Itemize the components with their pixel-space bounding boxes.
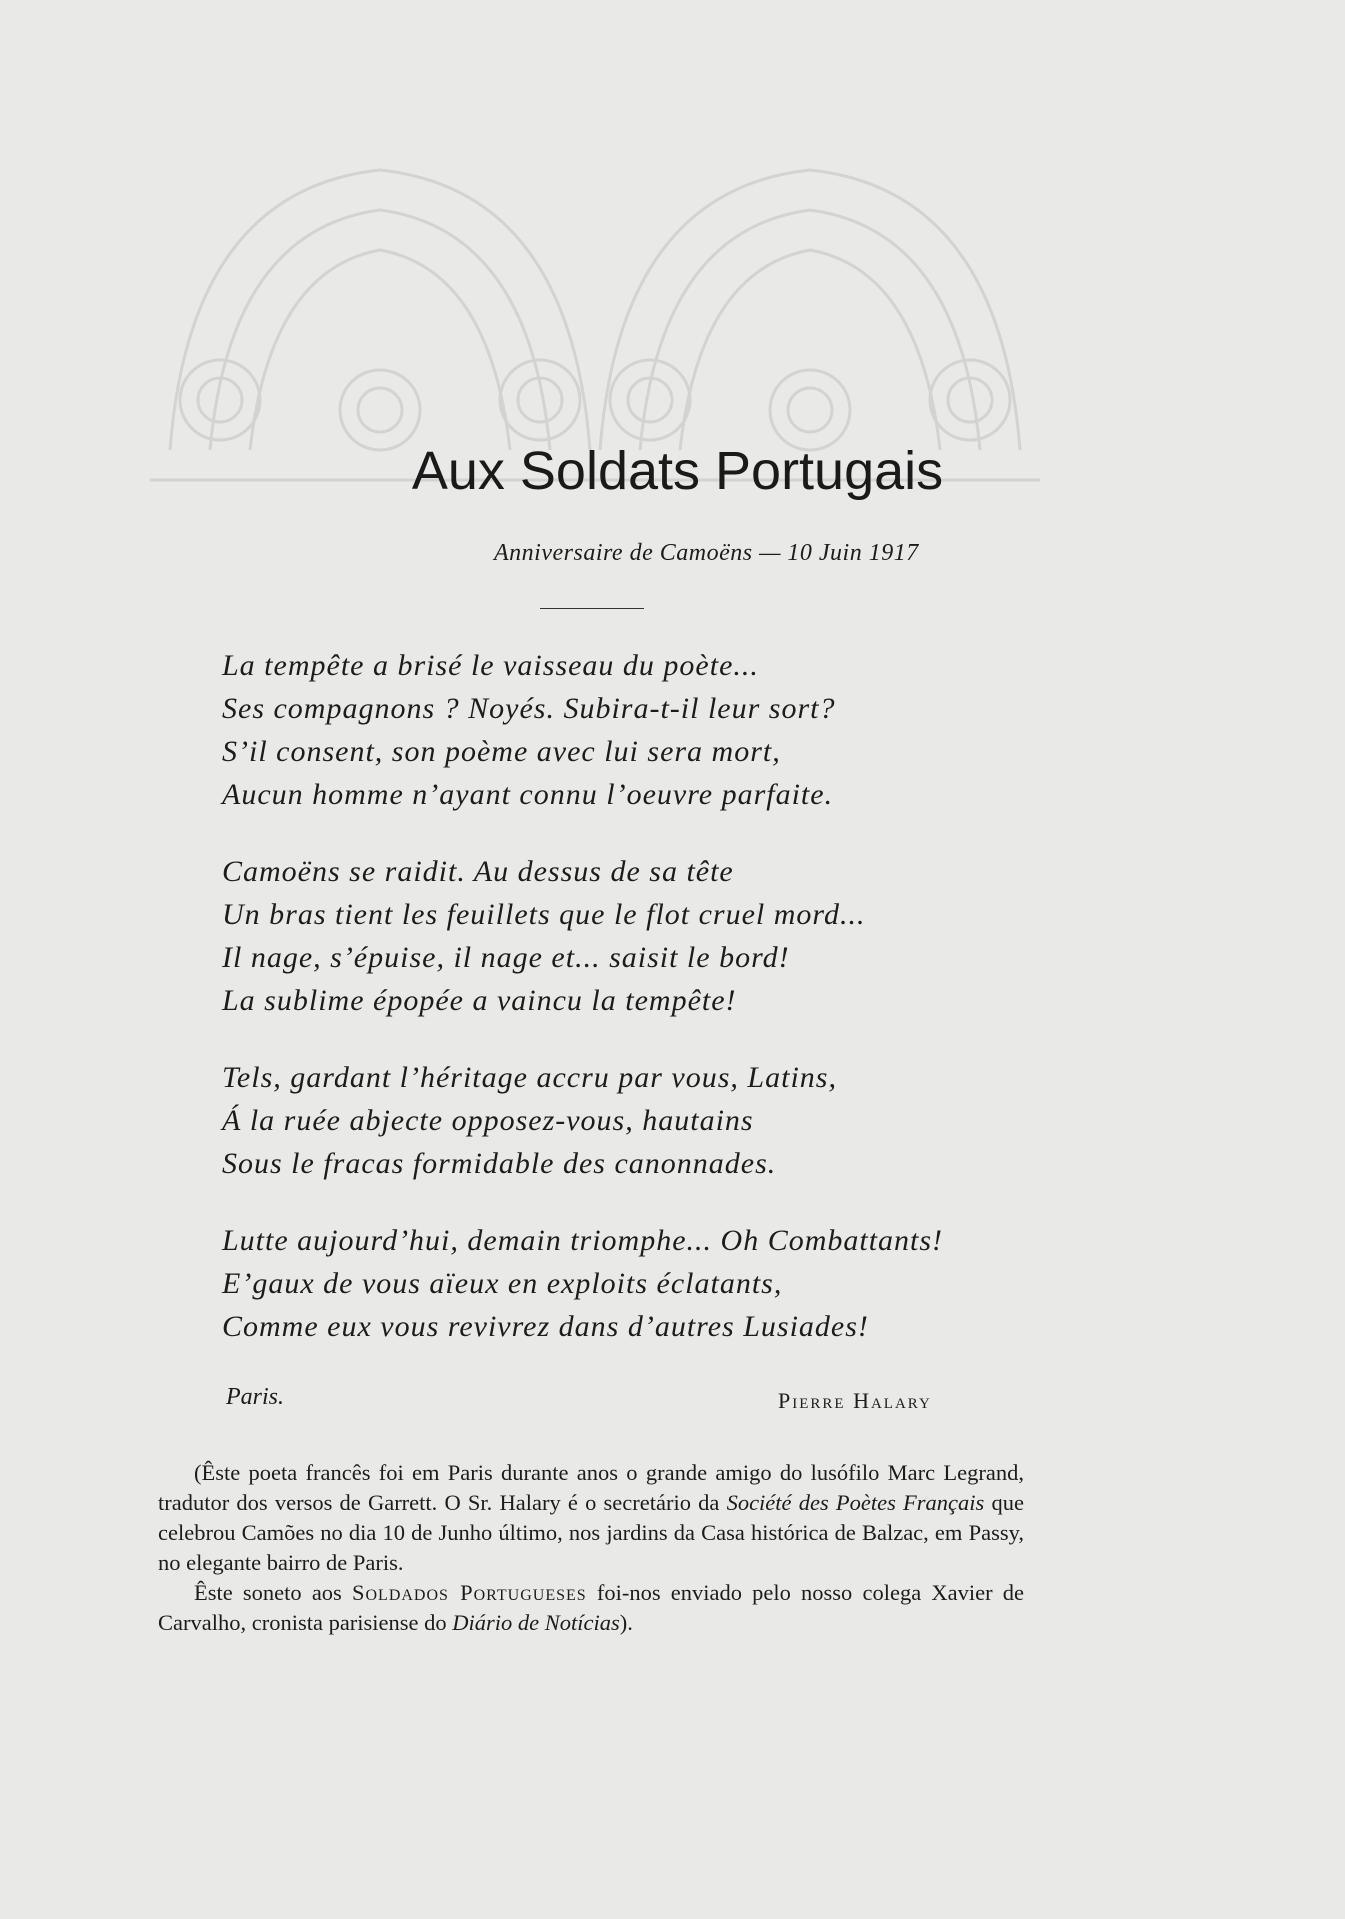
poem-title: Aux Soldats Portugais (411, 441, 944, 501)
verse-line: E’gaux de vous aïeux en exploits éclatants, (222, 1267, 783, 1300)
stanza (222, 1056, 1072, 1185)
society-name: Société des Poètes Français (726, 1490, 985, 1515)
note-text: Êste soneto aos (194, 1580, 352, 1605)
poem-dedication: Anniversaire de Camoëns — 10 Juin 1917 (494, 540, 919, 566)
note-paragraph (158, 1578, 1024, 1638)
note-text: ). (619, 1610, 633, 1635)
stanza (222, 1219, 1072, 1348)
verse-line: Tels, gardant l’héritage accru par vous, Latins, (222, 1061, 837, 1094)
poem-body (222, 644, 1072, 1382)
editorial-note (158, 1458, 1024, 1638)
signature-author: Pierre Halary (778, 1388, 932, 1413)
verse-line: Sous le fracas formidable des canonnades. (222, 1147, 777, 1180)
note-text: (Êste poeta francês foi em Paris durante anos o grande amigo do lusófilo Marc Legrand, tradutor dos versos de Garrett. O Sr. Halary é o secretário da (158, 1460, 1024, 1515)
title-divider (540, 608, 644, 609)
stanza (222, 644, 1072, 816)
verse-line: Á la ruée abjecte opposez-vous, hautains (222, 1104, 754, 1137)
verse-line: La sublime épopée a vaincu la tempête! (222, 984, 737, 1017)
newspaper-name: Diário de Notícias (452, 1610, 620, 1635)
verse-line: Comme eux vous revivrez dans d’autres Lusiades! (222, 1310, 869, 1343)
verse-line: Aucun homme n’ayant connu l’oeuvre parfaite. (222, 778, 834, 811)
verse-line: La tempête a brisé le vaisseau du poète... (222, 649, 759, 682)
verse-line: Il nage, s’épuise, il nage et... saisit le bord! (222, 941, 790, 974)
note-paragraph (158, 1458, 1024, 1578)
poem-reference: Soldados Portugueses (351, 1580, 587, 1605)
note-text: foi-nos enviado pelo nosso colega Xavier de Carvalho, cronista parisiense do (158, 1580, 1024, 1635)
verse-line: Camoëns se raidit. Au dessus de sa tête (222, 855, 734, 888)
verse-line: Un bras tient les feuillets que le flot cruel mord... (222, 898, 866, 931)
note-text: que celebrou Camões no dia 10 de Junho último, nos jardins da Casa histórica de Balzac, em Passy, no elegante bairro de Paris. (158, 1490, 1024, 1575)
verse-line: S’il consent, son poème avec lui sera mort, (222, 735, 781, 768)
stanza (222, 850, 1072, 1022)
verse-line: Lutte aujourd’hui, demain triomphe... Oh Combattants! (222, 1224, 944, 1257)
verse-line: Ses compagnons ? Noyés. Subira-t-il leur sort? (222, 692, 836, 725)
signature-place: Paris. (226, 1384, 285, 1410)
